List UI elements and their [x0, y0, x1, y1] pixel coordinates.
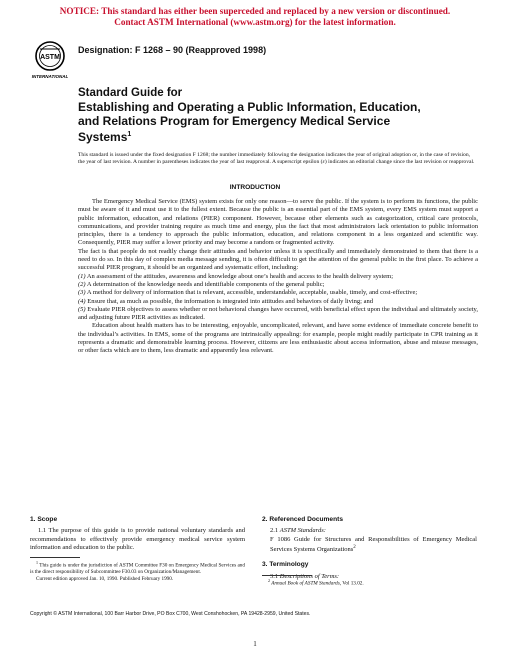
- title-line-4: [78, 128, 488, 144]
- intro-list-item: (4) Ensure that, as much as possible, the information is integrated into attitudes and behaviors of daily living; and: [78, 297, 373, 305]
- intro-list-item: (3) A method for delivery of information that is relevant, accessible, understandable, acceptable, usable, timely, and cost-effective;: [78, 289, 418, 297]
- svg-text:INTERNATIONAL: INTERNATIONAL: [31, 74, 69, 79]
- copyright-line: Copyright © ASTM International, 100 Barr Harbor Drive, PO Box C700, West Conshohocken, PA 19428-2959, United States.: [30, 611, 311, 617]
- document-title: [78, 86, 488, 144]
- intro-body: [78, 198, 478, 356]
- intro-list-item: (2) A determination of the knowledge needs and identifiable components of the general public;: [78, 280, 325, 288]
- title-line-1: Standard Guide for: [78, 87, 183, 99]
- scope-heading: 1. Scope: [30, 516, 58, 523]
- footnote-divider: [30, 557, 80, 558]
- notice-line-1: NOTICE: This standard has either been superceded and replaced by a new version or discontinued.: [59, 6, 451, 16]
- left-column: [30, 516, 245, 552]
- notice-banner: [0, 6, 510, 28]
- designation: Designation: F 1268 – 90 (Reapproved 1998): [78, 45, 267, 55]
- astm-logo: [30, 38, 70, 82]
- scope-paragraph: 1.1 The purpose of this guide is to provide national voluntary standards and recommendations to effectively provide emergency medical service system information and education to the public.: [30, 527, 245, 551]
- intro-heading: INTRODUCTION: [229, 184, 281, 191]
- referenced-item: F 1086 Guide for Structures and Responsibilities of Emergency Medical Services Systems Organizations$^2$: [270, 535, 477, 554]
- title-line-4-text: Systems: [78, 130, 128, 144]
- footnote-2: $^2$ Annual Book of ASTM Standards, Vol 13.02.: [268, 578, 364, 587]
- svg-text:ASTM: ASTM: [40, 54, 60, 61]
- terminology-sub: 3.1 Descriptions of Terms:: [270, 572, 340, 580]
- title-line-2: Establishing and Operating a Public Information, Education,: [78, 100, 421, 114]
- right-column: [262, 516, 477, 581]
- title-line-3: and Relations Program for Emergency Medical Service: [78, 114, 391, 128]
- terminology-heading: 3. Terminology: [262, 561, 309, 569]
- astm-standards-sub: 2.1 ASTM Standards:: [270, 527, 326, 535]
- footnote-1: $^1$ This guide is under the jurisdiction of ASTM Committee F30 on Emergency Medical Services and is the direct responsibility of Subcommittee F30.03 on Organization/Management. Current edition approved Jan. 10, 1990. Published February 1990.: [30, 560, 245, 582]
- page-number: 1: [253, 640, 257, 648]
- intro-list-item: (1) An assessment of the attitudes, awareness and knowledge about one’s health and access to the health delivery system;: [78, 272, 393, 280]
- intro-paragraph-1: The Emergency Medical Service (EMS) system exists for only one reason—to serve the public. If the system is to perform its functions, the public must be aware of it and must use it to the fullest extent. Because the public is an essential part of the EMS system, every EMS system must support a public information, education, and relations (PIER) component. However, because other elements such as categorization, critical care protocols, communications, and provider training require as much time and energy, plus the fact that most administrators lack orientation to public information principles, there is a tendency to approach the public information, education, and relations component in a less organized and scientific way. Consequently, PIER may suffer a lower priority and may become a random or fragmented activity.: [78, 198, 478, 247]
- standard-note: This standard is issued under the fixed designation F 1268; the number immediately following the designation indicates the year of original adoption or, in the case of revision, the year of last revision. A number in parentheses indicates the year of last reapproval. A superscript epsilon (ε) indicates an editorial change since the last revision or reapproval.: [78, 152, 475, 165]
- intro-list-item: (5) Evaluate PIER objectives to assess whether or not behavioral changes have occurred, with beneficial effect upon the individual and ultimately society, and adjusting future PIER activities as indicated.: [78, 305, 478, 322]
- footnote-divider: [262, 575, 312, 576]
- referenced-documents-heading: 2. Referenced Documents: [262, 516, 343, 523]
- notice-line-2: Contact ASTM International (www.astm.org) for the latest information.: [114, 17, 396, 27]
- ref-footnote-mark[interactable]: 2: [353, 544, 356, 550]
- title-footnote-mark[interactable]: 1: [127, 131, 132, 138]
- intro-paragraph-3: Education about health matters has to be interesting, enjoyable, uncomplicated, relevant, and have some evidence of immediate concrete benefit to the individual’s activities. In EMS, some of the programs are intrinsically appealing: for example, people might readily participate in CPR training as it represents a dramatic and demonstrable learning process. However, citizens are less enthusiastic about access information, abuse and misuse messages, or other facts which are to them, less dramatic and apparently less relevant.: [78, 322, 478, 355]
- intro-paragraph-2: The fact is that people do not readily change their attitudes and behavior unless it is specifically and immediately demonstrated to them that there is a need to do so. In this day of complex media message sending, it is often difficult to get the attention of the general public in the first place. To achieve a successful PIER program, it should be an organized and systematic effort, including:: [78, 247, 478, 272]
